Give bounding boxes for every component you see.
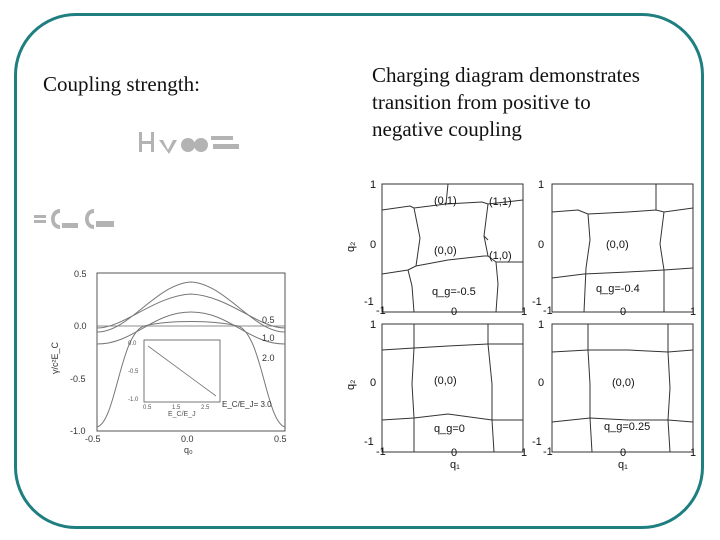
- state-1-1: (1,1): [489, 196, 512, 208]
- capacitance-formula-icon: [32, 203, 142, 233]
- ratio-label: E_C/E_J= 3.0: [222, 400, 272, 409]
- q1-tick-mid-top: 0: [451, 306, 458, 318]
- q1-tick-max-bottom: 1: [521, 447, 528, 459]
- q1-tick-min-top: -1: [376, 305, 386, 317]
- q2-tick-max-bottomright: 1: [538, 319, 545, 331]
- q1-tick-mid-topright: 0: [620, 306, 627, 318]
- inset-xtick-3: 2.5: [201, 405, 210, 411]
- ytick-neg-0-5: -0.5: [70, 374, 86, 384]
- caption-line-3: negative coupling: [372, 117, 522, 141]
- q2-tick-max-top: 1: [370, 179, 377, 191]
- inset-xtick-2: 1.5: [172, 405, 181, 411]
- q1-label-right: q₁: [618, 459, 628, 471]
- ytick-0-0: 0.0: [74, 321, 87, 331]
- q1-tick-max-top: 1: [521, 306, 528, 318]
- q2-tick-mid-bottom: 0: [370, 377, 377, 389]
- hamiltonian-formula-icon: [133, 128, 243, 156]
- inset-ytick-2: -0.5: [128, 369, 139, 375]
- coupling-plot: [44, 262, 344, 462]
- qg-label-2: q_g=-0.4: [596, 283, 640, 295]
- q2-tick-min-top: -1: [364, 296, 374, 308]
- q2-tick-min-topright: -1: [532, 296, 542, 308]
- xtick-0-5: 0.5: [274, 434, 287, 444]
- q2-label-bottom: q₂: [345, 379, 357, 390]
- q1-tick-mid-bottomright: 0: [620, 447, 627, 459]
- qg-label-3: q_g=0: [434, 423, 465, 435]
- inset-xtick-1: 0.5: [143, 405, 152, 411]
- q2-tick-mid-topright: 0: [538, 239, 545, 251]
- inset-ytick-1: 0.0: [128, 341, 137, 347]
- q2-label-top: q₂: [345, 241, 357, 252]
- state-0-1: (0,1): [434, 195, 457, 207]
- inset-xlabel: E_C/E_J: [168, 411, 196, 418]
- q2-tick-min-bottom: -1: [364, 436, 374, 448]
- state-0-0-bl: (0,0): [434, 375, 457, 387]
- ytick-neg-1-0: -1.0: [70, 426, 86, 436]
- coupling-strength-title: Coupling strength:: [43, 72, 200, 96]
- state-0-0-br: (0,0): [612, 377, 635, 389]
- qg-label-1: q_g=-0.5: [432, 286, 476, 298]
- state-1-0: (1,0): [489, 250, 512, 262]
- plot-ylabel: γ/c²E_C: [50, 341, 60, 374]
- q2-tick-mid-top: 0: [370, 239, 377, 251]
- ytick-0-5: 0.5: [74, 269, 87, 279]
- charging-diagrams: [338, 174, 708, 480]
- plot-xlabel: q₀: [184, 445, 193, 455]
- q2-tick-mid-bottomright: 0: [538, 377, 545, 389]
- q1-label-left: q₁: [450, 459, 460, 471]
- charging-diagram-caption: [372, 62, 702, 143]
- curve-label-2-0: 2.0: [262, 353, 275, 363]
- q2-tick-min-bottomright: -1: [532, 436, 542, 448]
- q2-tick-max-topright: 1: [538, 179, 545, 191]
- q1-tick-max-topright: 1: [690, 306, 697, 318]
- q1-tick-max-bottomright: 1: [690, 447, 697, 459]
- xtick-0-0: 0.0: [181, 434, 194, 444]
- state-0-0-tr: (0,0): [606, 239, 629, 251]
- inset-ytick-3: -1.0: [128, 397, 139, 403]
- q1-tick-min-bottomright: -1: [543, 446, 553, 458]
- state-0-0-tl: (0,0): [434, 245, 457, 257]
- q1-tick-min-topright: -1: [543, 305, 553, 317]
- curve-label-0-5: 0.5: [262, 315, 275, 325]
- xtick-neg-0-5: -0.5: [85, 434, 101, 444]
- qg-label-4: q_g=0.25: [604, 421, 651, 433]
- caption-line-1: Charging diagram demonstrates: [372, 63, 640, 87]
- q1-tick-mid-bottom: 0: [451, 447, 458, 459]
- curve-label-1-0: 1.0: [262, 333, 275, 343]
- caption-line-2: transition from positive to: [372, 90, 591, 114]
- q1-tick-min-bottom: -1: [376, 446, 386, 458]
- q2-tick-max-bottom: 1: [370, 319, 377, 331]
